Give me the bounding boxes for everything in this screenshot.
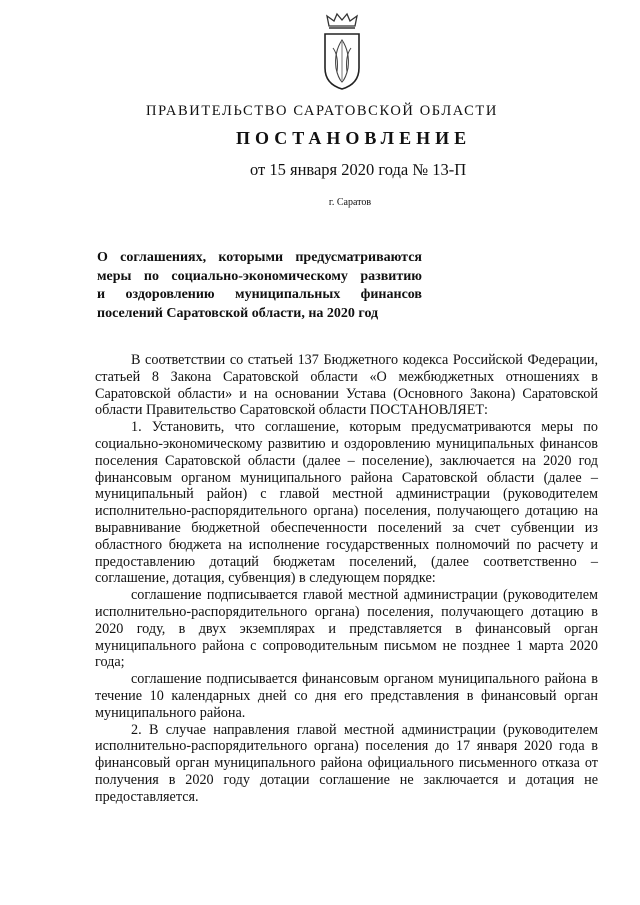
- document-body: [95, 352, 598, 806]
- subject-line: О соглашениях, которыми предусматриваются: [97, 250, 422, 265]
- city-name: г. Саратов: [328, 197, 372, 208]
- subject-line: и оздоровлению муниципальных финансов: [97, 287, 422, 302]
- clause-2-paragraph: 2. В случае направления главой местной администрации (руководителем исполнительно-распорядительного органа) поселения до 17 января 2020 года в финансовый орган муниципального района официального письменного отказа от получения в 2020 году дотации соглашение не заключается и дотация не предоставляется.: [95, 721, 598, 805]
- government-name: ПРАВИТЕЛЬСТВО САРАТОВСКОЙ ОБЛАСТИ: [146, 103, 498, 119]
- document-type-title: ПОСТАНОВЛЕНИЕ: [236, 128, 472, 148]
- date-and-number: от 15 января 2020 года № 13-П: [250, 160, 467, 179]
- clause-1-item-paragraph: соглашение подписывается главой местной администрации (руководителем исполнительно-распорядительного органа) поселения, получающего дотацию в 2020 году, в двух экземплярах и представляется в финансовый орган муниципального района с сопроводительным письмом не позднее 1 марта 2020 года;: [95, 587, 598, 671]
- clause-1-paragraph: 1. Установить, что соглашение, которым предусматриваются меры по социально-экономическому развитию и оздоровлению муниципальных финансов поселения Саратовской области (далее – поселение), заключается на 2020 год финансовым органом муниципального района Саратовской области (далее – муниципальный район) с главой местной администрации (руководителем исполнительно-распорядительного органа) поселения, получающего дотацию на выравнивание бюджетной обеспеченности поселений за счет субвенции из областного бюджета на исполнение государственных полномочий по расчету и предоставлению дотаций бюджетам поселений, (далее соответственно – соглашение, дотация, субвенция) в следующем порядке:: [95, 419, 598, 587]
- document-subject: [97, 249, 422, 323]
- saratov-coat-of-arms-icon: [321, 12, 363, 92]
- subject-line: поселений Саратовской области, на 2020 год: [97, 305, 379, 321]
- subject-line: меры по социально-экономическому развитию: [97, 268, 422, 284]
- clause-1-item-paragraph: соглашение подписывается финансовым органом муниципального района в течение 10 календарных дней со дня его представления в финансовый орган муниципального района.: [95, 671, 598, 721]
- preamble-paragraph: В соответствии со статьей 137 Бюджетного кодекса Российской Федерации, статьей 8 Закона Саратовской области «О межбюджетных отношениях в Саратовской области» и на основании Устава (Основного Закона) Саратовской области Правительство Саратовской области ПОСТАНОВЛЯЕТ:: [95, 352, 598, 419]
